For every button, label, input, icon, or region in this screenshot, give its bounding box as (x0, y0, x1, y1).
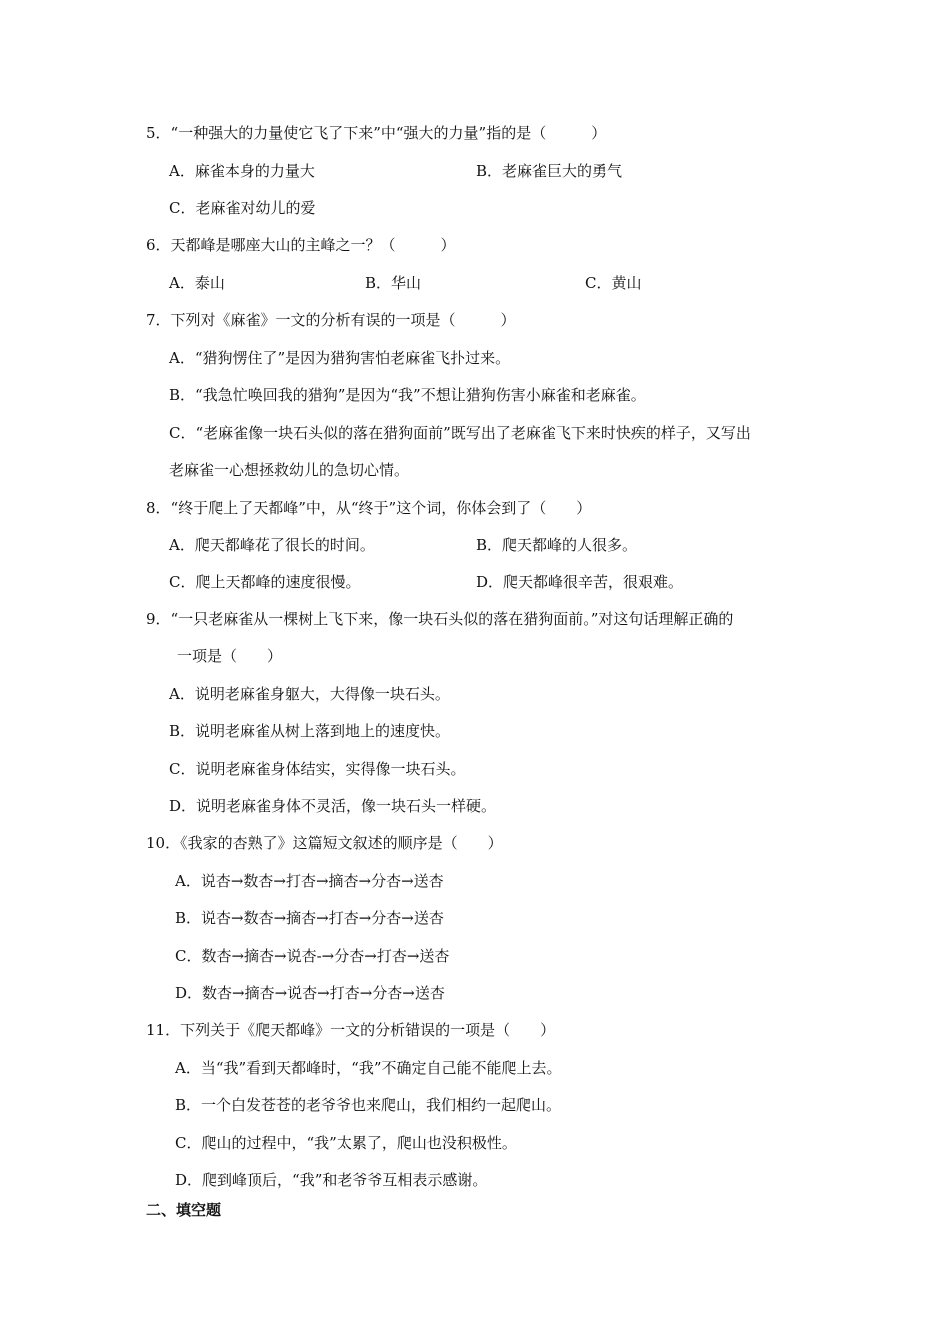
question-5-stem: 5．“一种强大的力量使它飞了下来”中“强大的力量”指的是（ ） (146, 124, 607, 142)
question-8-stem: 8．“终于爬上了天都峰”中，从“终于”这个词，你体会到了（ ） (146, 499, 592, 517)
question-10-option-d: D．数杏→摘杏→说杏→打杏→分杏→送杏 (175, 984, 445, 1002)
question-10-option-b: B．说杏→数杏→摘杏→打杏→分杏→送杏 (175, 909, 444, 927)
question-6-option-c: C．黄山 (585, 274, 642, 292)
question-9-option-d: D．说明老麻雀身体不灵活，像一块石头一样硬。 (169, 797, 497, 815)
question-8-option-d: D．爬天都峰很辛苦，很艰难。 (476, 573, 684, 591)
question-7-option-a: A．“猎狗愣住了”是因为猎狗害怕老麻雀飞扑过来。 (169, 349, 511, 367)
question-11-option-b: B．一个白发苍苍的老爷爷也来爬山，我们相约一起爬山。 (175, 1096, 562, 1114)
question-6-option-a: A．泰山 (169, 274, 225, 292)
question-10-option-c: C．数杏→摘杏→说杏-→分杏→打杏→送杏 (175, 947, 450, 965)
question-10-option-a: A．说杏→数杏→打杏→摘杏→分杏→送杏 (175, 872, 444, 890)
question-9-stem: 9．“一只老麻雀从一棵树上飞下来，像一块石头似的落在猎狗面前。”对这句话理解正确的 (146, 610, 734, 628)
question-11-option-d: D．爬到峰顶后，“我”和老爷爷互相表示感谢。 (175, 1171, 488, 1189)
question-7-option-c-continued: 老麻雀一心想拯救幼儿的急切心情。 (169, 461, 410, 479)
question-8-option-a: A．爬天都峰花了很长的时间。 (169, 536, 375, 554)
question-7-option-b: B．“我急忙唤回我的猎狗”是因为“我”不想让猎狗伤害小麻雀和老麻雀。 (169, 386, 646, 404)
question-11-option-c: C．爬山的过程中，“我”太累了，爬山也没积极性。 (175, 1134, 517, 1152)
question-5-option-b: B．老麻雀巨大的勇气 (476, 162, 623, 180)
section-heading-fill-in-blank: 二、填空题 (146, 1201, 222, 1219)
question-9-option-b: B．说明老麻雀从树上落到地上的速度快。 (169, 722, 451, 740)
question-9-option-a: A．说明老麻雀身躯大，大得像一块石头。 (169, 685, 450, 703)
question-7-stem: 7．下列对《麻雀》一文的分析有误的一项是（ ） (146, 311, 516, 329)
question-9-option-c: C．说明老麻雀身体结实，实得像一块石头。 (169, 760, 466, 778)
question-10-stem: 10．《我家的杏熟了》这篇短文叙述的顺序是（ ） (146, 834, 503, 852)
question-6-option-b: B．华山 (365, 274, 422, 292)
question-5-option-a: A．麻雀本身的力量大 (169, 162, 315, 180)
question-6-stem: 6．天都峰是哪座大山的主峰之一？（ ） (146, 236, 456, 254)
question-11-stem: 11．下列关于《爬天都峰》一文的分析错误的一项是（ ） (146, 1021, 556, 1039)
question-5-option-c: C．老麻雀对幼儿的爱 (169, 199, 316, 217)
question-7-option-c: C．“老麻雀像一块石头似的落在猎狗面前”既写出了老麻雀飞下来时快疾的样子，又写出 (169, 424, 751, 442)
question-11-option-a: A．当“我”看到天都峰时，“我”不确定自己能不能爬上去。 (175, 1059, 562, 1077)
question-8-option-c: C．爬上天都峰的速度很慢。 (169, 573, 361, 591)
question-9-stem-continued: 一项是（ ） (177, 647, 283, 665)
question-8-option-b: B．爬天都峰的人很多。 (476, 536, 638, 554)
